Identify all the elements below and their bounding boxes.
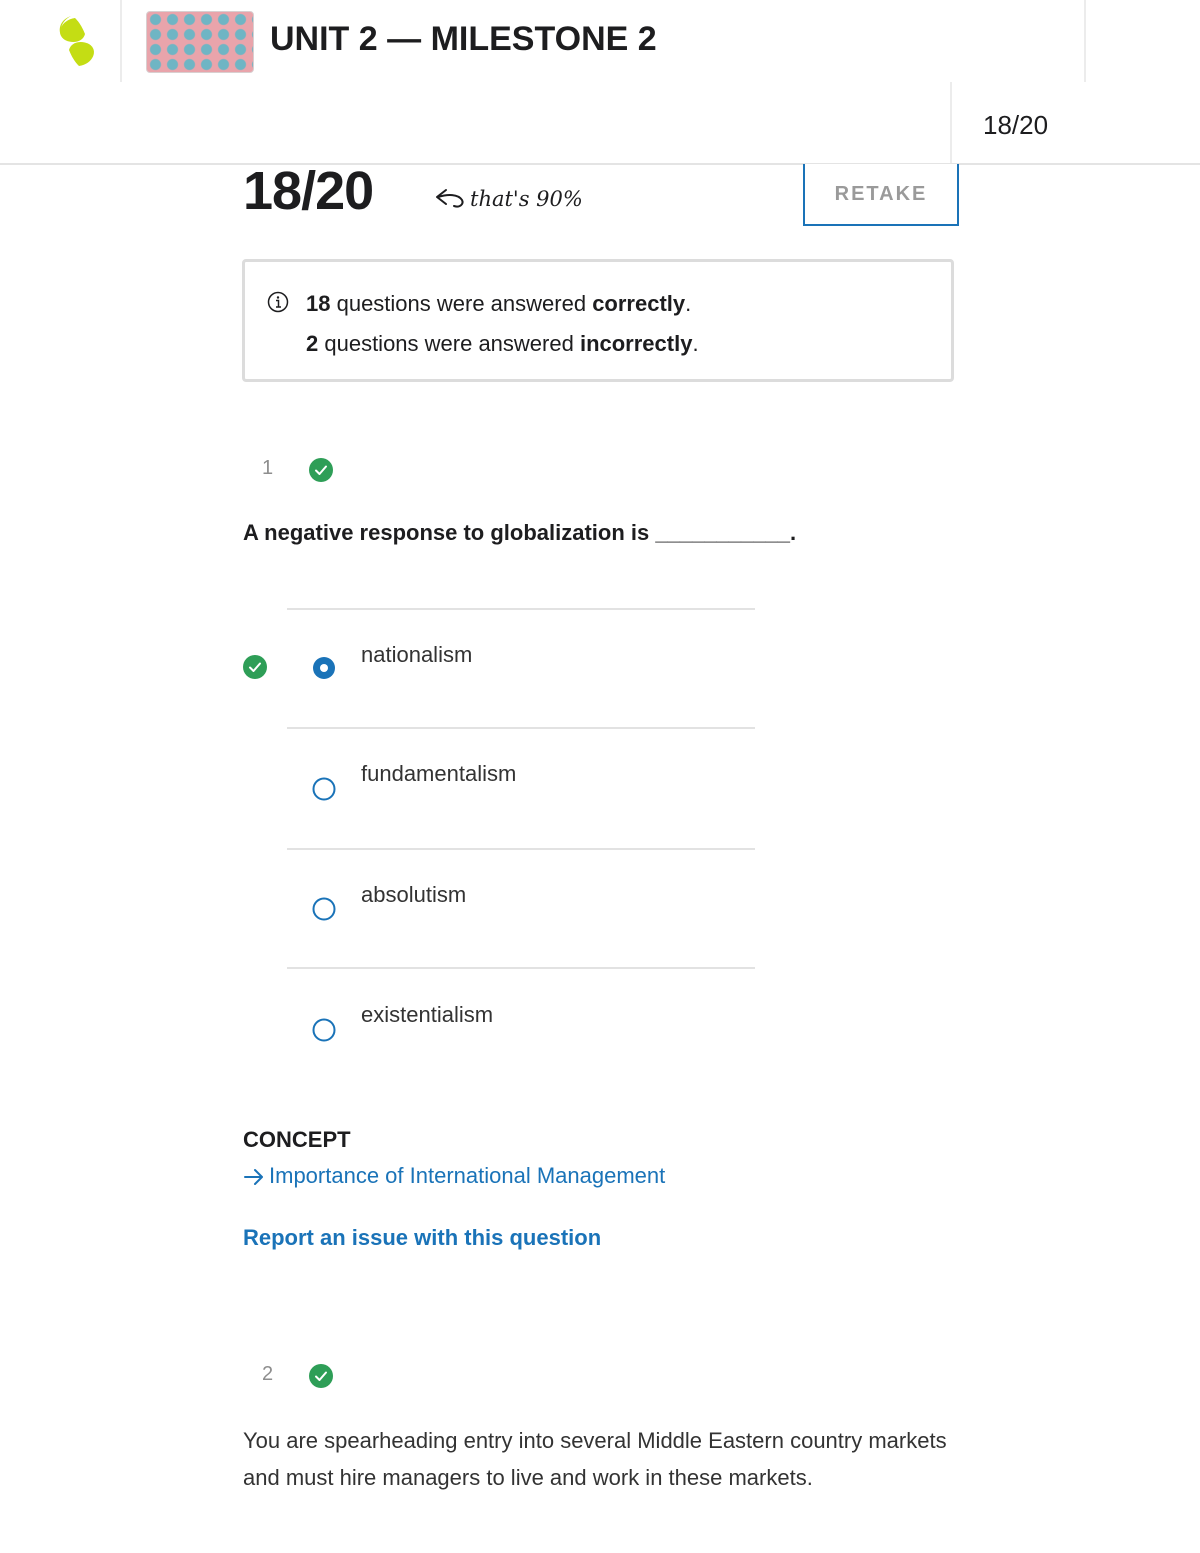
option-divider bbox=[287, 967, 755, 969]
radio-unselected[interactable] bbox=[312, 897, 336, 921]
radio-unselected[interactable] bbox=[312, 1018, 336, 1042]
curved-arrow-icon bbox=[434, 186, 466, 210]
correct-answer-icon bbox=[243, 655, 267, 679]
percent-note bbox=[434, 186, 583, 211]
result-score: 18/20 bbox=[243, 161, 374, 221]
header-score: 18/20 bbox=[983, 110, 1049, 140]
check-circle-icon bbox=[309, 1364, 333, 1388]
check-circle-icon bbox=[309, 458, 333, 482]
report-issue-link[interactable]: Report an issue with this question bbox=[243, 1225, 602, 1250]
option-divider bbox=[287, 848, 755, 850]
question-number: 1 bbox=[262, 457, 274, 479]
option-label[interactable]: absolutism bbox=[361, 882, 467, 907]
option-label[interactable]: fundamentalism bbox=[361, 761, 517, 786]
subbar-divider bbox=[0, 163, 1200, 165]
retake-button[interactable]: RETAKE bbox=[803, 164, 959, 226]
page-title: UNIT 2 — MILESTONE 2 bbox=[270, 20, 657, 58]
summary-correct bbox=[306, 291, 691, 317]
option-label[interactable]: nationalism bbox=[361, 642, 473, 667]
header-divider bbox=[1084, 0, 1086, 82]
option-divider bbox=[287, 727, 755, 729]
concept-link[interactable] bbox=[243, 1163, 665, 1189]
percent-text: that's 90% bbox=[470, 187, 583, 211]
subbar-divider bbox=[950, 82, 952, 164]
option-label[interactable]: existentialism bbox=[361, 1002, 494, 1027]
question-text: A negative response to globalization is ___________. bbox=[243, 520, 797, 545]
correct-count: 18 bbox=[306, 291, 331, 316]
question-text: You are spearheading entry into several Middle Eastern country markets and must hire managers to live and work in these markets. bbox=[243, 1428, 947, 1490]
period: . bbox=[692, 331, 699, 356]
summary-text: questions were answered bbox=[330, 291, 593, 316]
concept-label: CONCEPT bbox=[243, 1127, 351, 1152]
summary-incorrect bbox=[306, 331, 699, 357]
correct-word: correctly bbox=[592, 291, 686, 316]
header-divider bbox=[120, 0, 122, 82]
question-number: 2 bbox=[262, 1363, 274, 1385]
incorrect-word: incorrectly bbox=[579, 331, 693, 356]
radio-unselected[interactable] bbox=[312, 777, 336, 801]
concept-link-text[interactable]: Importance of International Management bbox=[269, 1163, 666, 1188]
summary-text: questions were answered bbox=[318, 331, 580, 356]
info-icon bbox=[267, 291, 289, 313]
course-thumbnail bbox=[146, 11, 254, 73]
arrow-right-icon bbox=[243, 1168, 265, 1186]
summary-box bbox=[242, 259, 954, 382]
sophia-logo-icon[interactable] bbox=[55, 14, 99, 70]
period: . bbox=[685, 291, 692, 316]
incorrect-count: 2 bbox=[306, 331, 319, 356]
radio-selected[interactable] bbox=[312, 656, 336, 680]
option-divider bbox=[287, 608, 755, 610]
